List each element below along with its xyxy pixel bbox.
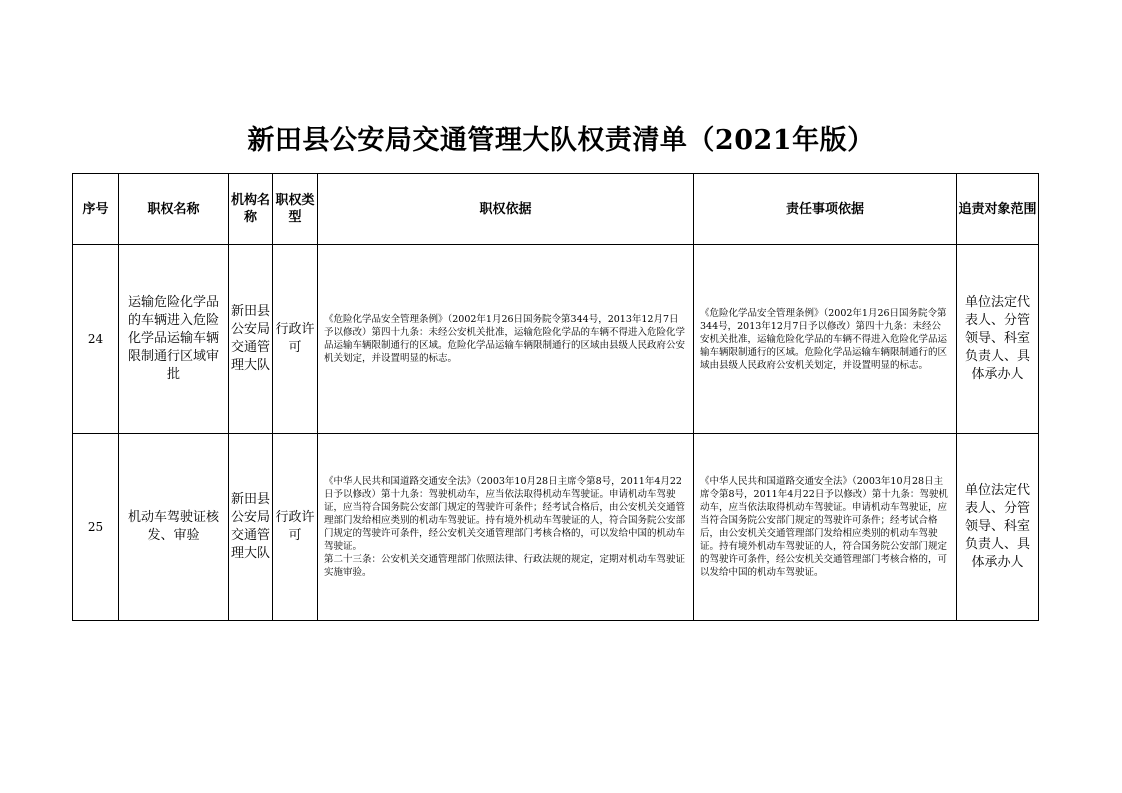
row-duty-basis: 《中华人民共和国道路交通安全法》（2003年10月28日主席令第8号，2011年4月22日予以修改）第十九条：驾驶机动车，应当依法取得机动车驾驶证。申请机动车驾驶证，应当符合国务院公安部门规定的驾驶许可条件；经考试合格后，由公安机关交通管理部门发给相应类别的机动车驾驶证。持有境外机动车驾驶证的人，符合国务院公安部门规定的驾驶许可条件，经公安机关交通管理部门考核合格的，可以发给中国的机动车驾驶证。 [694,434,957,621]
row-power-type: 行政许可 [273,245,318,434]
header-seq: 序号 [73,174,119,245]
row-seq: 25 [73,434,119,621]
table-row [73,434,1039,621]
row-power-basis: 《危险化学品安全管理条例》（2002年1月26日国务院令第344号，2013年12月7日予以修改）第四十九条：未经公安机关批准，运输危险化学品的车辆不得进入危险化学品运输车辆限制通行的区域。危险化学品运输车辆限制通行的区域由县级人民政府公安机关划定，并设置明显的标志。 [318,245,694,434]
header-basis: 职权依据 [318,174,694,245]
row-power-name: 机动车驾驶证核发、审验 [119,434,229,621]
header-type: 职权类型 [273,174,318,245]
row-power-basis: 《中华人民共和国道路交通安全法》（2003年10月28日主席令第8号，2011年4月22日予以修改）第十九条：驾驶机动车，应当依法取得机动车驾驶证。申请机动车驾驶证，应当符合国务院公安部门规定的驾驶许可条件；经考试合格后，由公安机关交通管理部门发给相应类别的机动车驾驶证。持有境外机动车驾驶证的人，符合国务院公安部门规定的驾驶许可条件，经公安机关交通管理部门考核合格的，可以发给中国的机动车驾驶证。 第二十三条：公安机关交通管理部门依照法律、行政法规的规定，定期对机动车驾驶证实施审验。 [318,434,694,621]
header-org: 机构名称 [229,174,273,245]
page-title: 新田县公安局交通管理大队权责清单（2021年版） [247,125,875,156]
row-duty-basis: 《危险化学品安全管理条例》（2002年1月26日国务院令第344号，2013年12月7日予以修改）第四十九条：未经公安机关批准，运输危险化学品的车辆不得进入危险化学品运输车辆限制通行的区域。危险化学品运输车辆限制通行的区域由县级人民政府公安机关划定，并设置明显的标志。 [694,245,957,434]
header-duty: 责任事项依据 [694,174,957,245]
row-accountability-scope: 单位法定代表人、分管领导、科室负责人、具体承办人 [957,245,1039,434]
row-power-name: 运输危险化学品的车辆进入危险化学品运输车辆限制通行区域审批 [119,245,229,434]
row-power-type: 行政许可 [273,434,318,621]
row-seq: 24 [73,245,119,434]
header-scope: 追责对象范围 [957,174,1039,245]
table-header-row [73,174,1039,245]
header-name: 职权名称 [119,174,229,245]
row-accountability-scope: 单位法定代表人、分管领导、科室负责人、具体承办人 [957,434,1039,621]
table-row [73,245,1039,434]
responsibility-table [72,173,1039,621]
row-org-name: 新田县公安局交通管理大队 [229,245,273,434]
row-org-name: 新田县公安局交通管理大队 [229,434,273,621]
